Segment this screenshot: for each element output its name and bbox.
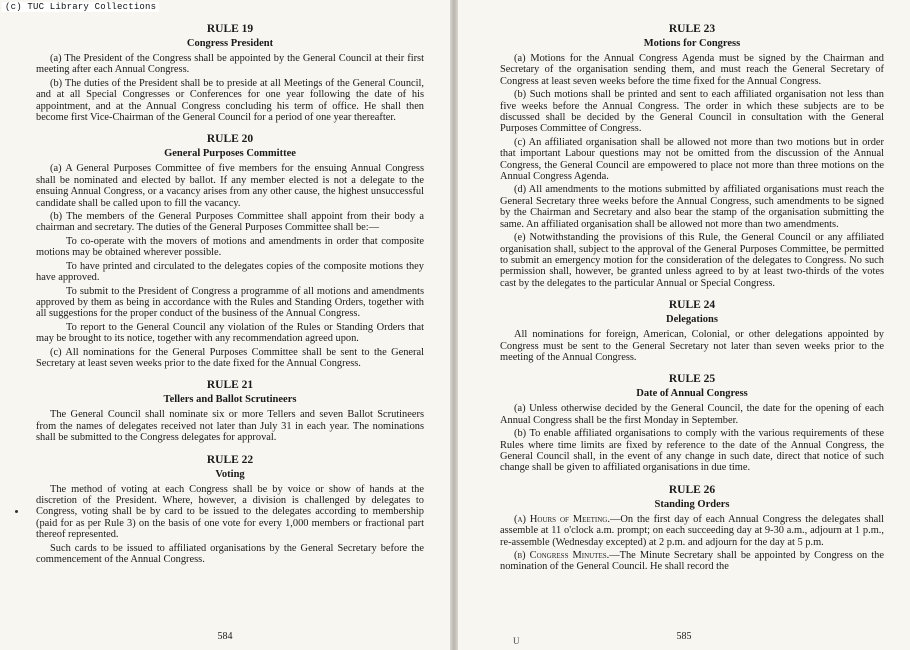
rule-20-duty-3: To submit to the President of Congress a programme of all motions and amendments approved by them as being in accordance with the Rules and Standing Orders, together with all suggestions for the proper conduct of the business of the Annual Congress. [36, 285, 424, 320]
rule-23-c: (c) An affiliated organisation shall be allowed not more than two motions but in order that important Labour questions may not be omitted from the discussion of the Annual Congress, the General Council are empowered to place not more than three motions on the Annual Congress Agenda. [500, 136, 884, 183]
rule-26-b-label: (b) Congress Minutes. [514, 550, 610, 561]
rule-23-d: (d) All amendments to the motions submitted by affiliated organisations must reach the General Secretary three weeks before the Annual Congress, such amendments to be signed by the Chairman and Secretary and also bear the stamp of the organisation submitting the same. An affiliated organisation shall be allowed not more than two amendments. [500, 184, 884, 230]
left-page [0, 0, 450, 650]
margin-mark: U [513, 636, 520, 646]
rule-26-heading: RULE 26 [668, 483, 716, 496]
rule-19-a: (a) The President of the Congress shall be appointed by the General Council at their first meeting after each Annual Congress. [36, 53, 424, 76]
rule-24-text: All nominations for foreign, American, Colonial, or other delegations appointed by Congress must be sent to the General Secretary not later than seven weeks prior to the meeting of the Annual Congress. [500, 329, 884, 363]
rule-26-b-text: —The Minute Secretary shall be appointed by Congress on the nomination of the General Council. He shall record the [500, 550, 884, 573]
rule-26-a-label: (a) Hours of Meeting. [514, 513, 610, 525]
rule-24-title: Delegations [666, 314, 718, 326]
rule-26-a [500, 514, 884, 548]
rule-23-heading: RULE 23 [668, 23, 716, 35]
rule-22-text: The method of voting at each Congress shall be by voice or show of hands at the discretion of the President. Where, however, a division is challenged by delegates to Congress, voting shall be by card to be issued to the delegates according to membership (paid for as per Rule 3) on the basis of one vote for every 1,000 members or fractional part thereof represented. [36, 483, 424, 541]
rule-20-duty-2: To have printed and circulated to the delegates copies of the composite motions they have approved. [36, 260, 424, 284]
rule-23-title: Motions for Congress [643, 38, 741, 49]
rule-24-heading: RULE 24 [668, 299, 716, 312]
rule-21-title: Tellers and Ballot Scrutineers [163, 394, 297, 406]
rule-20-title: General Purposes Committee [164, 148, 296, 160]
right-page [458, 0, 910, 650]
rule-22-title: Voting [215, 468, 245, 480]
rule-25-b: (b) To enable affiliated organisations to comply with the various requirements of these Rules where time limits are fixed by reference to the date of the Annual Congress, the General Council shall, in the event of any change in such date, direct that notice of such change shall be given to affiliated organisations in due time. [500, 428, 884, 474]
rule-21-text: The General Council shall nominate six or more Tellers and seven Ballot Scrutineers from the names of delegates received not later than July 31 in each year. The nominations shall be submitted to the Congress delegates for approval. [36, 409, 424, 444]
rule-22-heading: RULE 22 [206, 453, 254, 466]
rule-25-a: (a) Unless otherwise decided by the General Council, the date for the opening of each Annual Congress shall be the first Monday in September. [500, 403, 884, 426]
right-page-number: 585 [676, 631, 692, 642]
rule-20-c: (c) All nominations for the General Purposes Committee shall be sent to the General Secretary at least seven weeks prior to the date fixed for the Annual Congress. [36, 346, 424, 369]
rule-20-b: (b) The members of the General Purposes Committee shall appoint from their body a chairman and secretary. The duties of the General Purposes Committee shall be:— [36, 211, 424, 234]
rule-21-heading: RULE 21 [206, 379, 254, 392]
rule-20-duty-4: To report to the General Council any violation of the Rules or Standing Orders that may be brought to its notice, together with any recommendation agreed upon. [36, 321, 424, 345]
rule-19-title: Congress President [186, 38, 274, 49]
rule-19-b: (b) The duties of the President shall be to preside at all Meetings of the General Council, and at all Special Congresses or Conferences for one year following the date of his appointment, and at the Annual Congress concluding his term of office. He shall then become first Vice-Chairman of the General Council for a period of one year thereafter. [36, 77, 424, 124]
rule-26-title: Standing Orders [654, 498, 730, 510]
rule-20-heading: RULE 20 [206, 133, 254, 146]
rule-25-title: Date of Annual Congress [636, 388, 748, 400]
rule-23-a: (a) Motions for the Annual Congress Agenda must be signed by the Chairman and Secretary of the organisation sending them, and must reach the General Secretary of Congress at least seven weeks before the time fixed for the Annual Congress. [500, 53, 884, 87]
print-speck [15, 510, 18, 513]
book-gutter [450, 0, 458, 650]
rule-26-a-text: —On the first day of each Annual Congress the delegates shall assemble at 11 o'clock a.m. prompt; on each succeeding day at 9-30 a.m., adjourn at 1 p.m., re-assemble (Wednesday excepted) at 2 p.m. and adjourn for the day at 5 p.m. [500, 513, 885, 548]
copyright-watermark: (c) TUC Library Collections [2, 2, 159, 12]
rule-20-a: (a) A General Purposes Committee of five members for the ensuing Annual Congress shall be nominated and elected by ballot. If any member elected is not a delegate to the ensuing Annual Congress, or a vacancy arises from any other cause, the highest unsuccessful candidate shall be called upon to fill the vacancy. [36, 163, 424, 209]
rule-19-heading: RULE 19 [206, 23, 254, 35]
rule-23-b: (b) Such motions shall be printed and sent to each affiliated organisation not less than five weeks before the Annual Congress. The order in which these subjects are to be discussed shall be decided by the General Council in consultation with the General Purposes Committee of Congress. [500, 89, 884, 135]
rule-20-duty-1: To co-operate with the movers of motions and amendments in order that composite motions may be obtained wherever possible. [36, 235, 424, 259]
rule-26-b [500, 550, 884, 573]
left-page-number: 584 [217, 631, 233, 642]
rule-23-e: (e) Notwithstanding the provisions of this Rule, the General Council or any affiliated organisation shall, subject to the approval of the General Purposes Committee, be permitted to submit an emergency motion for the consideration of the delegates to Congress. No such permission shall, however, be granted unless agreed to by at least two-thirds of the votes cast by the delegates to the particular Annual or Special Congress. [500, 232, 884, 289]
rule-22-cards: Such cards to be issued to affiliated organisations by the General Secretary before the commencement of the Annual Congress. [36, 542, 424, 565]
rule-25-heading: RULE 25 [668, 373, 716, 386]
